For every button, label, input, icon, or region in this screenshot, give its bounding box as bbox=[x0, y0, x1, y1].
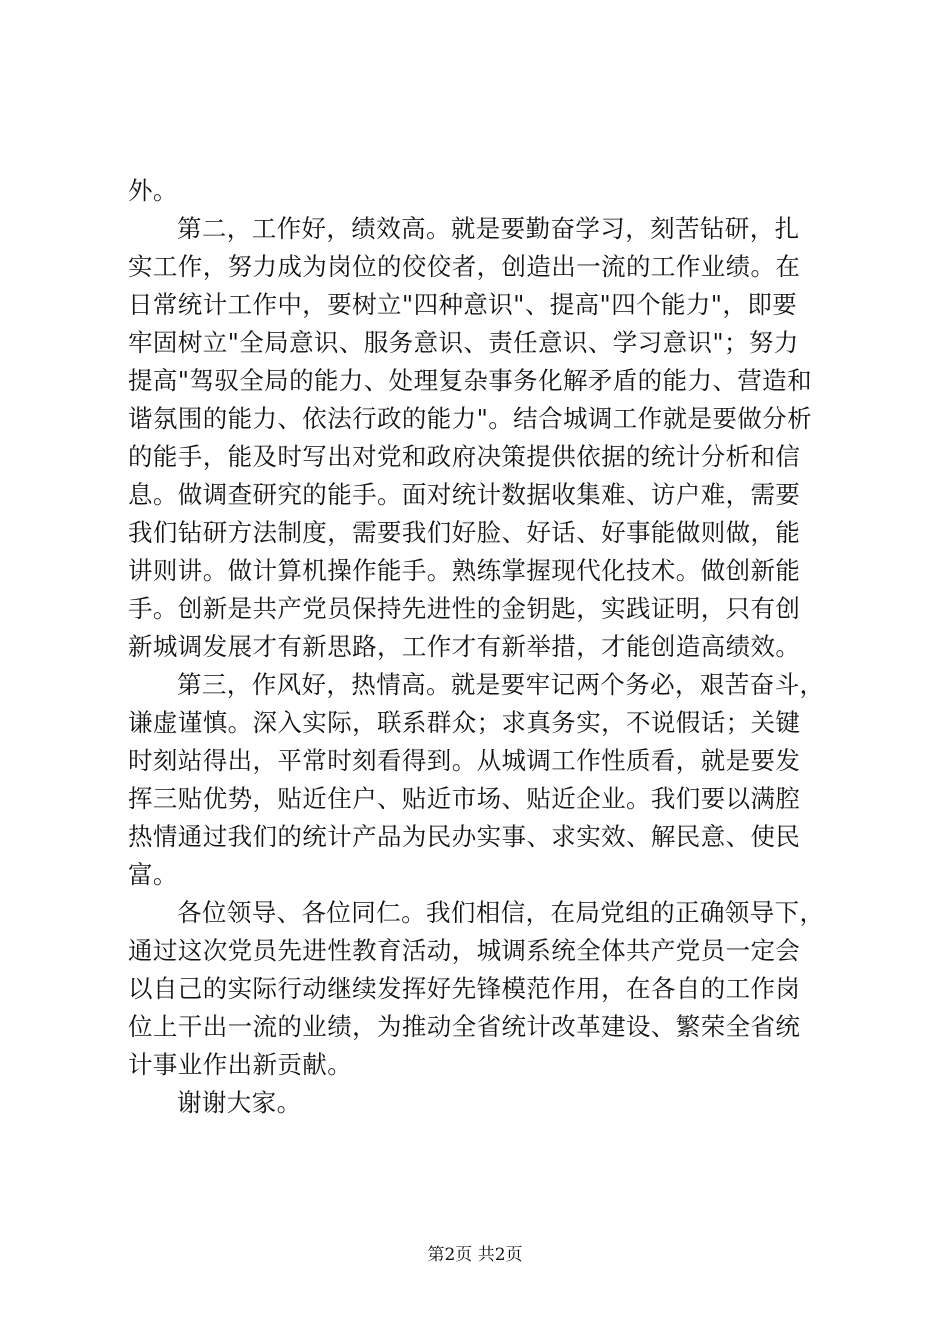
text-line: 计事业作出新贡献。 bbox=[128, 1050, 353, 1079]
text-line: 实工作，努力成为岗位的佼佼者，创造出一流的工作业绩。在 bbox=[128, 252, 801, 281]
text-line: 通过这次党员先进性教育活动，城调系统全体共产党员一定会 bbox=[128, 936, 801, 965]
text-line: 息。做调查研究的能手。面对统计数据收集难、访户难，需要 bbox=[128, 480, 801, 509]
text-line: 谢谢大家。 bbox=[177, 1088, 302, 1117]
text-line: 各位领导、各位同仁。我们相信，在局党组的正确领导下， bbox=[177, 898, 825, 927]
text-line: 第三，作风好，热情高。就是要牢记两个务必，艰苦奋斗， bbox=[177, 670, 825, 699]
text-line: 谦虚谨慎。深入实际，联系群众；求真务实，不说假话；关键 bbox=[128, 708, 801, 737]
text-line: 日常统计工作中，要树立"四种意识"、提高"四个能力"，即要 bbox=[128, 290, 798, 319]
text-line: 手。创新是共产党员保持先进性的金钥匙，实践证明，只有创 bbox=[128, 594, 801, 623]
text-line: 以自己的实际行动继续发挥好先锋模范作用，在各自的工作岗 bbox=[128, 974, 801, 1003]
text-line: 外。 bbox=[128, 176, 178, 205]
page-number-footer: 第2页 共2页 bbox=[427, 1245, 523, 1265]
text-line: 第二，工作好，绩效高。就是要勤奋学习，刻苦钻研，扎 bbox=[177, 214, 800, 243]
text-line: 的能手，能及时写出对党和政府决策提供依据的统计分析和信 bbox=[128, 442, 801, 471]
text-line: 位上干出一流的业绩，为推动全省统计改革建设、繁荣全省统 bbox=[128, 1012, 801, 1041]
text-line: 提高"驾驭全局的能力、处理复杂事务化解矛盾的能力、营造和 bbox=[128, 366, 812, 395]
text-line: 讲则讲。做计算机操作能手。熟练掌握现代化技术。做创新能 bbox=[128, 556, 801, 585]
text-line: 挥三贴优势，贴近住户、贴近市场、贴近企业。我们要以满腔 bbox=[128, 784, 801, 813]
text-line: 热情通过我们的统计产品为民办实事、求实效、解民意、使民 bbox=[128, 822, 801, 851]
text-line: 时刻站得出，平常时刻看得到。从城调工作性质看，就是要发 bbox=[128, 746, 801, 775]
text-line: 富。 bbox=[128, 860, 178, 889]
text-line: 牢固树立"全局意识、服务意识、责任意识、学习意识"；努力 bbox=[128, 328, 799, 357]
text-line: 我们钻研方法制度，需要我们好脸、好话、好事能做则做，能 bbox=[128, 518, 801, 547]
text-line: 新城调发展才有新思路，工作才有新举措，才能创造高绩效。 bbox=[128, 632, 801, 661]
document-body bbox=[128, 172, 828, 1122]
text-line: 谐氛围的能力、依法行政的能力"。结合城调工作就是要做分析 bbox=[128, 404, 812, 433]
